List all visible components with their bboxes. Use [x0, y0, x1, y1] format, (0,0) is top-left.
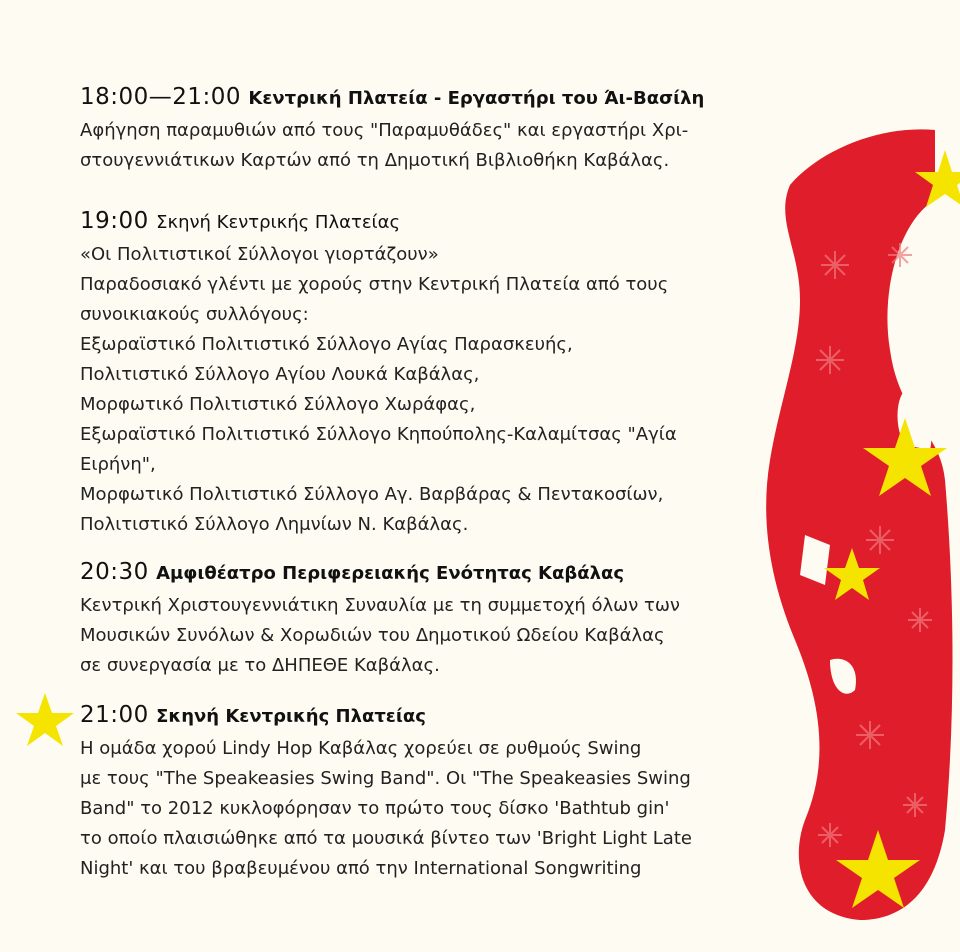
event-time: 18:00—21:00: [80, 84, 242, 110]
event-description: Κεντρική Χριστουγεννιάτικη Συναυλία με τη συμμετοχή όλων των Μουσικών Συνόλων & Χορωδιών του Δημοτικού Ωδείου Καβάλας σε συνεργασία με το ΔΗΠΕΘΕ Καβάλας.: [80, 595, 680, 676]
event-2: [80, 204, 677, 540]
event-venue: Σκηνή Κεντρικής Πλατείας: [156, 706, 426, 727]
event-description: Αφήγηση παραμυθιών από τους "Παραμυθάδες" και εργαστήρι Χρι- στουγεννιάτικων Καρτών από τη Δημοτική Βιβλιοθήκη Καβάλας.: [80, 120, 689, 171]
event-time: 20:30: [80, 559, 149, 585]
event-1: [80, 80, 704, 176]
event-venue: Σκηνή Κεντρικής Πλατείας: [156, 212, 401, 233]
event-description: «Οι Πολιτιστικοί Σύλλογοι γιορτάζουν» Παραδοσιακό γλέντι με χορούς στην Κεντρική Πλατεία από τους συνοικιακούς συλλόγους: Εξωραϊστικό Πολιτιστικό Σύλλογο Αγίας Παρασκευής, Πολιτιστικό Σύλλογο Αγίου Λουκά Καβάλας, Μορφωτικό Πολιτιστικό Σύλλογο Χωράφας, Εξωραϊστικό Πολιτιστικό Σύλλογο Κηπούπολης-Καλαμίτσας "Αγία Ειρήνη", Μορφωτικό Πολιτιστικό Σύλλογο Αγ. Βαρβάρας & Πεντακοσίων, Πολιτιστικό Σύλλογο Λημνίων Ν. Καβάλας.: [80, 244, 677, 535]
event-venue: Αμφιθέατρο Περιφερειακής Ενότητας Καβάλας: [156, 563, 625, 584]
event-4: [80, 698, 692, 884]
event-venue: Κεντρική Πλατεία - Εργαστήρι του Άι-Βασίλη: [248, 88, 705, 109]
event-3: [80, 555, 680, 681]
event-description: Η ομάδα χορού Lindy Hop Καβάλας χορεύει σε ρυθμούς Swing με τους "The Speakeasies Swing Band". Οι "The Speakeasies Swing Band" το 2012 κυκλοφόρησαν το πρώτο τους δίσκο 'Bathtub gin' το οποίο πλαισιώθηκε από τα μουσικά βίντεο των 'Bright Light Late Night' και του βραβευμένου από την International Songwriting: [80, 738, 692, 879]
event-time: 19:00: [80, 208, 149, 234]
event-time: 21:00: [80, 702, 149, 728]
stocking-icon: [766, 129, 952, 920]
